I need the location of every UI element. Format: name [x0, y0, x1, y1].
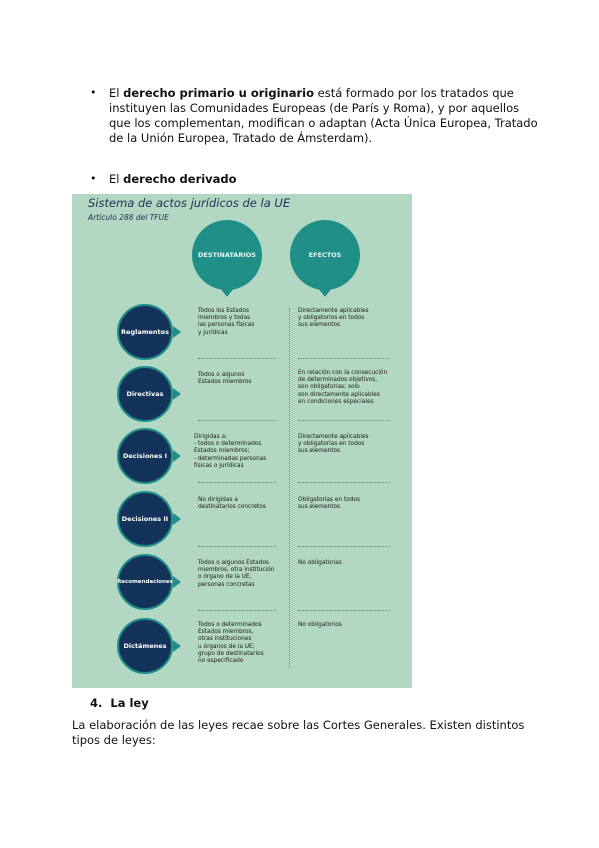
row-label: Decisiones II — [121, 515, 169, 523]
row-pointer-icon — [173, 576, 181, 588]
paragraph-line: tipos de leyes: — [72, 733, 156, 747]
header-pointer-icon — [318, 288, 332, 297]
row-circle-reglamentos — [117, 304, 173, 360]
row-divider — [198, 420, 276, 421]
row-divider — [198, 546, 276, 547]
row-pointer-icon — [173, 513, 181, 525]
text-prefix: El — [109, 172, 124, 186]
row-circle-directivas — [117, 366, 173, 422]
row-circle-recomendaciones — [117, 554, 173, 610]
row-label: Reglamentos — [121, 328, 169, 336]
row-pointer-icon — [173, 388, 181, 400]
header-efectos-label: EFECTOS — [308, 251, 342, 259]
paragraph-line: La elaboración de las leyes recae sobre las Cortes Generales. Existen distintos — [72, 718, 525, 732]
column-divider — [289, 308, 290, 668]
paragraph-line — [109, 86, 549, 101]
row-circle-decisiones-ii — [117, 491, 173, 547]
paragraph-leyes — [72, 718, 542, 748]
header-pointer-icon — [220, 288, 234, 297]
row-destinatarios: Todos o algunos Estados miembros, otra institución o órgano de la UE, personas concretas — [198, 560, 275, 588]
paragraph-line: instituyen las Comunidades Europeas (de París y Roma), y por aquellos — [109, 101, 520, 115]
section-title: La ley — [110, 696, 149, 710]
paragraph-line: que los complementan, modifican o adaptan (Acta Única Europea, Tratado — [109, 116, 538, 130]
row-destinatarios: No dirigidas a destinatarios concretos — [198, 497, 266, 511]
row-divider — [298, 482, 390, 483]
row-pointer-icon — [173, 326, 181, 338]
row-label: Decisiones I — [122, 452, 168, 460]
row-efectos: Directamente aplicables y obligatorias en todos sus elementos — [298, 434, 369, 455]
row-destinatarios: Todos o determinados Estados miembros, otras instituciones u órganos de la UE; grupo de destinatarios no especificado — [198, 622, 264, 665]
paragraph-line: de la Unión Europea, Tratado de Ámsterdam). — [109, 131, 373, 145]
figure-title: Sistema de actos jurídicos de la UE — [88, 196, 291, 210]
row-divider — [198, 358, 276, 359]
header-destinatarios-circle — [192, 220, 262, 290]
row-divider — [198, 610, 276, 611]
row-destinatarios: Dirigidas a: - todos o determinados Estados miembros; - determinadas personas físicas o jurídicas — [194, 434, 267, 469]
row-circle-dictamenes — [117, 618, 173, 674]
paragraph-derecho-primario — [109, 86, 549, 146]
paragraph-derecho-derivado — [109, 172, 237, 187]
row-destinatarios: Todos los Estados miembros y todas las personas físicas y jurídicas — [198, 308, 255, 336]
text: está formado por los tratados que — [313, 86, 514, 100]
row-pointer-icon — [173, 640, 181, 652]
row-divider — [298, 358, 390, 359]
row-divider — [298, 420, 390, 421]
bullet: • — [90, 86, 97, 99]
row-efectos: No obligatorios — [298, 622, 342, 628]
row-divider — [298, 546, 390, 547]
row-efectos: No obligatorias — [298, 560, 342, 566]
row-circle-decisiones-i — [117, 428, 173, 484]
row-efectos: Directamente aplicables y obligatorios en todos sus elementos — [298, 308, 369, 329]
row-pointer-icon — [173, 450, 181, 462]
row-efectos: Obligatorias en todos sus elementos — [298, 497, 361, 511]
header-efectos-circle — [290, 220, 360, 290]
row-label: Recomendaciones — [117, 579, 173, 585]
acts-system-figure — [72, 194, 412, 688]
section-number: 4. — [90, 696, 103, 710]
row-divider — [198, 482, 276, 483]
bold-term: derecho primario u originario — [123, 86, 314, 100]
header-destinatarios-label: DESTINATARIOS — [198, 251, 256, 259]
row-label: Directivas — [126, 390, 164, 398]
bullet: • — [90, 172, 97, 185]
row-divider — [298, 610, 390, 611]
figure-subtitle: Artículo 288 del TFUE — [88, 213, 169, 222]
row-destinatarios: Todos o algunos Estados miembros — [198, 372, 252, 386]
bold-term: derecho derivado — [123, 172, 237, 186]
row-label: Dictámenes — [123, 642, 167, 650]
section-heading — [90, 696, 149, 710]
row-efectos: En relación con la consecución de determinados objetivos, son obligatorias; solo son directamente aplicables en condiciones especiales — [298, 370, 388, 405]
text-prefix: El — [109, 86, 124, 100]
